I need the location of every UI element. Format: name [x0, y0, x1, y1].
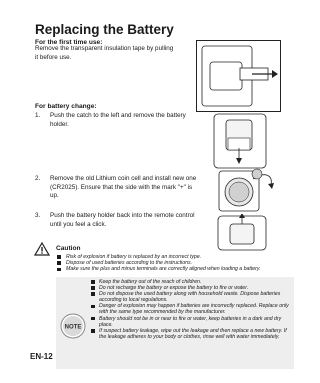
note-item: If suspect battery leakage, wipe out the leakage and then replace a new battery. If the leakage adheres to your body or clothes, rinse well with water immediately. [88, 328, 291, 340]
note-item: Danger of explosion may happen if batteries are incorrectly replaced. Replace only with the same type recommended by the manufacturer. [88, 303, 291, 315]
first-time-heading: For the first time use: [35, 39, 103, 46]
step-1-text [50, 112, 190, 129]
step-1-line-1: Push the catch to the left and remove the battery [50, 112, 186, 119]
step-3-number: 3. [35, 212, 41, 219]
step-2-number: 2. [35, 175, 41, 182]
step-3-line-2: until you feel a click. [50, 220, 107, 228]
note-item: Do not recharge the battery or expose the battery to fire or water. [88, 285, 291, 291]
note-item: Keep the battery out of the reach of children. [88, 279, 291, 285]
first-time-text [35, 45, 185, 62]
note-item: Battery should not be in or near to fire or water, keep batteries in a dark and dry place. [88, 316, 291, 328]
step-3-line-1: Push the battery holder back into the remote control [50, 212, 195, 219]
note-item: Do not dispose the used battery along with household waste. Dispose batteries according to local regulations. [88, 291, 291, 303]
page-title: Replacing the Battery [35, 22, 174, 37]
step-1-number: 1. [35, 112, 41, 119]
page-number: EN-12 [30, 352, 53, 361]
battery-holder-figure [208, 112, 278, 172]
coin-cell-figure [205, 165, 285, 215]
step-2-text [50, 175, 200, 201]
caution-icon [34, 242, 50, 256]
remote-tape-figure [196, 40, 281, 112]
first-time-line-2: it before use. [35, 53, 72, 61]
note-badge-icon [60, 313, 86, 339]
first-time-line-1: Remove the transparent insulation tape by pulling [35, 45, 174, 52]
note-badge-label: NOTE [64, 324, 82, 331]
caution-item: Dispose of used batteries according to the instructions. [57, 260, 289, 266]
caution-item: Risk of explosion if battery is replaced by an incorrect type. [57, 254, 289, 260]
step-2-line-2: (CR2025). Ensure that the side with the mark "+" is up. [50, 183, 193, 200]
step-3-text [50, 212, 200, 229]
step-1-line-2: holder. [50, 120, 69, 128]
step-2-line-1: Remove the old Lithium coin cell and install new one [50, 175, 197, 182]
holder-insert-figure [208, 214, 278, 252]
note-list [88, 279, 291, 340]
battery-change-heading: For battery change: [35, 103, 97, 110]
caution-item: Make sure the plus and minus terminals are correctly aligned when loading a battery. [57, 266, 289, 272]
caution-heading: Caution [56, 245, 81, 252]
caution-list [57, 254, 289, 273]
